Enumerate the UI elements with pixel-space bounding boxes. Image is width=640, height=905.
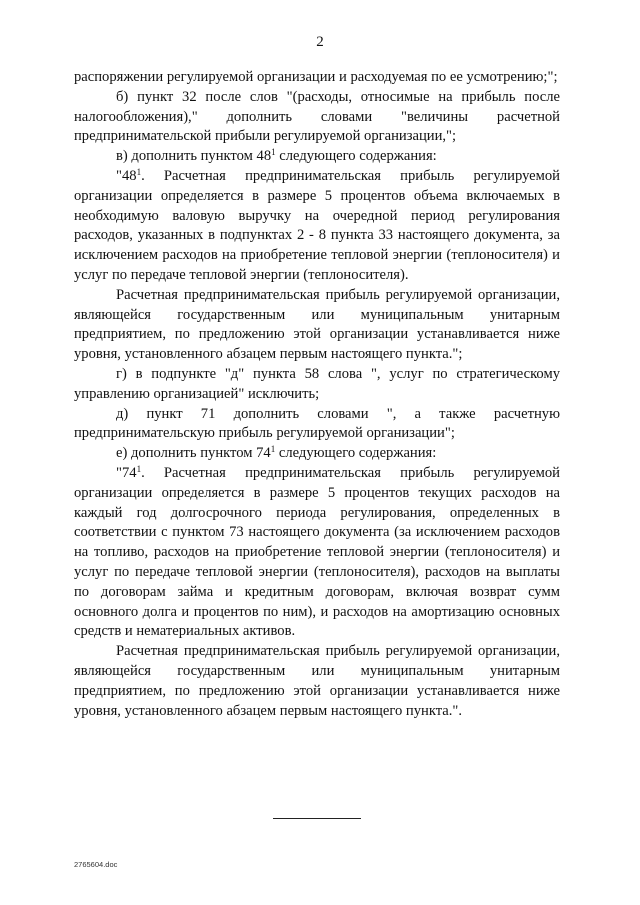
paragraph-48-1-second: Расчетная предпринимательская прибыль регулируемой организации, являющейся государственным или муниципальным унитарным предприятием, по предложению этой организации устанавливается ниже уровня, установленного абзацем первым настоящего пункта."; — [74, 286, 560, 363]
document-body — [74, 68, 560, 721]
paragraph-74-1-second: Расчетная предпринимательская прибыль регулируемой организации, являющейся государственным или муниципальным унитарным предприятием, по предложению этой организации устанавливается ниже уровня, установленного абзацем первым настоящего пункта.". — [74, 643, 560, 719]
page-number: 2 — [316, 34, 324, 50]
paragraph-e: е) дополнить пунктом $74^1$ следующего содержания: — [116, 444, 437, 462]
paragraph-74-1: "$74^1$. Расчетная предпринимательская прибыль регулируемой организации определяется в размере 5 процентов текущих расходов на каждый год долгосрочного периода регулирования, определенных в соответствии с пунктом 73 настоящего документа (за исключением расходов на топливо, расходов на приобретение тепловой энергии (теплоносителя) и услуг по передаче тепловой энергии (теплоносителя), расходов на выплаты по договорам займа и кредитным договорам, включая возврат сумм основного долга и процентов по ним), и расходов на амортизацию основных средств и нематериальных активов. — [74, 463, 560, 640]
paragraph-d: д) пункт 71 дополнить словами ", а также расчетную предпринимательскую прибыль регулируемой организации"; — [74, 405, 560, 442]
paragraph-g: г) в подпункте "д" пункта 58 слова ", услуг по стратегическому управлению организацией" исключить; — [74, 365, 560, 402]
paragraph-48-1: "$48^1$. Расчетная предпринимательская прибыль регулируемой организации определяется в размере 5 процентов объема включаемых в необходимую валовую выручку на очередной период регулирования расходов, указанных в подпунктах 2 - 8 пункта 33 настоящего документа, за исключением расходов на приобретение тепловой энергии (теплоносителя) и услуг по передаче тепловой энергии (теплоносителя). — [74, 166, 560, 283]
paragraph-continuation: распоряжении регулируемой организации и расходуемая по ее усмотрению;"; — [74, 69, 558, 85]
end-divider — [273, 818, 361, 819]
footer-filename: 2765604.doc — [74, 860, 118, 869]
paragraph-v: в) дополнить пунктом $48^1$ следующего содержания: — [116, 147, 437, 165]
paragraph-b: б) пункт 32 после слов "(расходы, относимые на прибыль после налогообложения)," дополнить словами "величины расчетной предпринимательской прибыли регулируемой организации,"; — [74, 88, 560, 145]
